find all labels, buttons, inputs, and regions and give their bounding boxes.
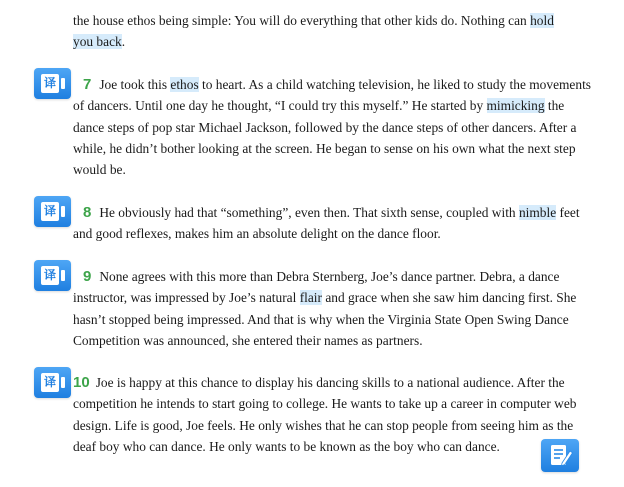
vocab-highlight-mimicking[interactable]: mimicking xyxy=(486,98,545,114)
paragraph-number: 9 xyxy=(83,268,92,285)
paragraph-text: He obviously had that “something”, even then. That sixth sense, coupled with xyxy=(99,205,519,220)
paragraph-text: to heart. As a child watching television, he liked to study the movements of dancers. Until one day he thought, “I could try this myself.” He started by xyxy=(73,77,591,114)
translate-button-9[interactable] xyxy=(34,260,71,291)
paragraph-10 xyxy=(73,372,593,457)
paragraph-number: 8 xyxy=(83,204,92,221)
paragraph-number: 10 xyxy=(73,374,90,391)
paragraph-text: Joe took this xyxy=(99,77,171,92)
paragraph-7 xyxy=(73,74,593,180)
translate-button-10[interactable] xyxy=(34,367,71,398)
paragraph-8 xyxy=(73,202,593,245)
paragraph-intro xyxy=(73,10,593,53)
translate-button-8[interactable] xyxy=(34,196,71,227)
paragraph-text: the dance steps of pop star Michael Jackson, followed by the dance steps of other dancers. After a while, he didn’t bother looking at the screen. He began to sense on his own what the next step would be. xyxy=(73,98,577,178)
translate-icon: 译 xyxy=(41,74,59,93)
vocab-highlight-flair[interactable]: flair xyxy=(299,290,322,306)
translate-icon: 译 xyxy=(41,202,59,221)
paragraph-text: and grace when she saw him dancing first. She hasn’t stopped being impressed. And that is why when the Virginia State Open Swing Dance Competition was announced, she entered their names as partners. xyxy=(73,290,577,348)
notes-icon xyxy=(541,439,579,472)
paragraph-text: the house ethos being simple: You will do everything that other kids do. Nothing can xyxy=(73,13,531,28)
vocab-highlight-you-back[interactable]: you back xyxy=(73,34,122,50)
notes-button[interactable] xyxy=(541,439,579,472)
vocab-highlight-hold[interactable]: hold xyxy=(530,13,554,28)
translate-button-7[interactable] xyxy=(34,68,71,99)
vocab-highlight-nimble[interactable]: nimble xyxy=(518,205,557,220)
paragraph-text: feet and good reflexes, makes him an absolute delight on the dance floor. xyxy=(73,205,580,242)
paragraph-number: 7 xyxy=(83,76,92,93)
vocab-highlight-ethos[interactable]: ethos xyxy=(170,77,199,92)
paragraph-text: . xyxy=(121,34,126,50)
paragraph-text: Joe is happy at this chance to display his dancing skills to a national audience. After the competition he intends to start going to college. He wants to take up a career in computer web design. Life is good, Joe feels. He only wishes that he can stop people from seeing him as the deaf boy who can dance. He only wants to be known as the boy who can dance. xyxy=(73,375,577,454)
paragraph-text: None agrees with this more than Debra Sternberg, Joe’s dance partner. Debra, a dance instructor, was impressed by Joe’s natural xyxy=(73,269,560,306)
translate-icon: 译 xyxy=(41,373,59,392)
paragraph-9 xyxy=(73,266,593,351)
translate-icon: 译 xyxy=(41,266,59,285)
